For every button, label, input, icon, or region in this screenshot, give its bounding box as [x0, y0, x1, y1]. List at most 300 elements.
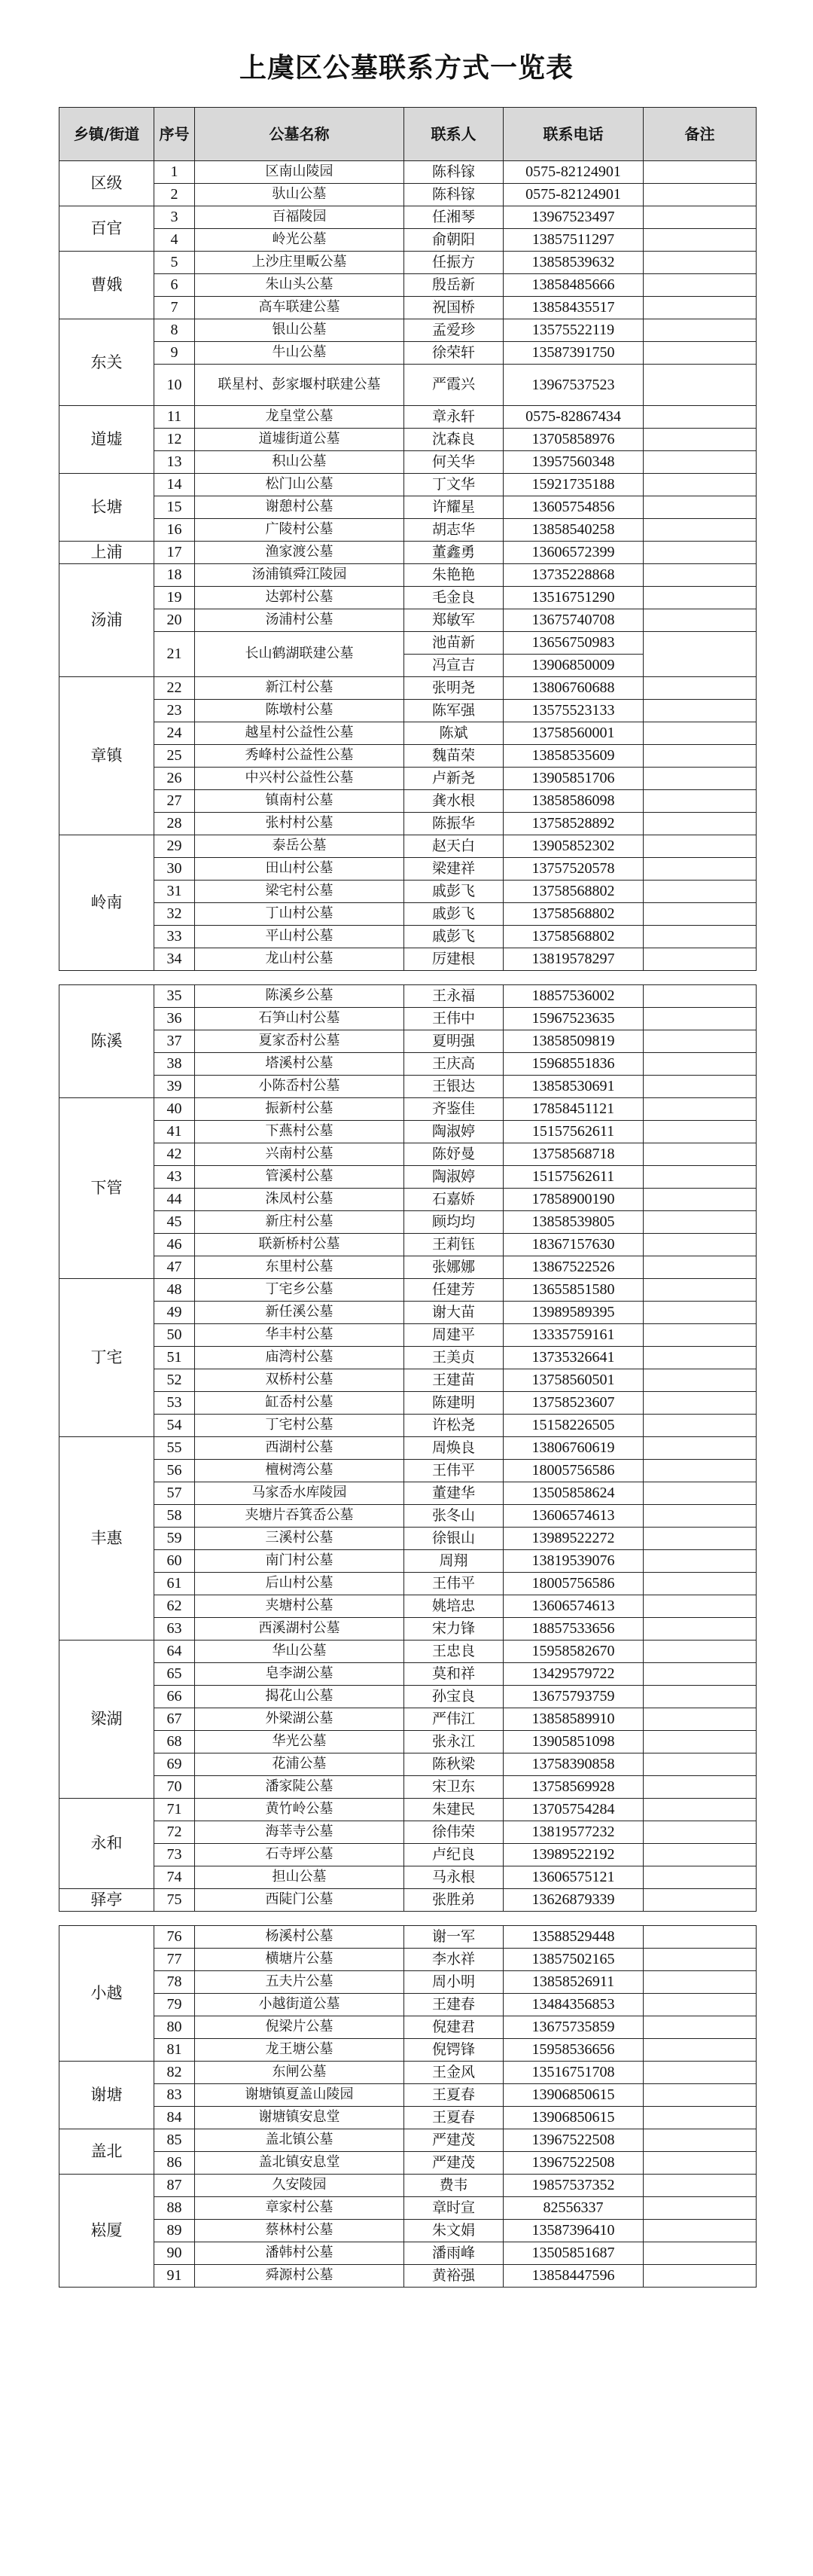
contact-cell: 冯宣吉 — [404, 655, 504, 677]
phone-cell: 13588529448 — [504, 1926, 644, 1949]
remark-cell — [644, 1189, 757, 1211]
contact-cell: 王金风 — [404, 2062, 504, 2084]
number-cell: 71 — [154, 1799, 195, 1821]
cemetery-name-cell: 庙湾村公墓 — [195, 1347, 404, 1369]
remark-cell — [644, 2197, 757, 2220]
cemetery-name-cell: 陈溪乡公墓 — [195, 985, 404, 1008]
cemetery-name-cell: 张村村公墓 — [195, 813, 404, 835]
number-cell: 87 — [154, 2175, 195, 2197]
contact-cell: 张明尧 — [404, 677, 504, 700]
phone-cell: 13906850615 — [504, 2084, 644, 2107]
contact-cell: 王伟中 — [404, 1008, 504, 1030]
remark-cell — [644, 1844, 757, 1866]
phone-cell: 13858530691 — [504, 1076, 644, 1098]
remark-cell — [644, 1889, 757, 1912]
table-row — [59, 587, 757, 609]
town-cell: 丰惠 — [59, 1437, 154, 1641]
contact-cell: 朱建民 — [404, 1799, 504, 1821]
cemetery-name-cell: 蔡林村公墓 — [195, 2220, 404, 2242]
phone-cell: 15968551836 — [504, 1053, 644, 1076]
phone-cell: 13606574613 — [504, 1505, 644, 1528]
cemetery-name-cell: 龙山村公墓 — [195, 948, 404, 971]
number-cell: 17 — [154, 542, 195, 564]
table-row — [59, 700, 757, 722]
phone-cell: 13675793759 — [504, 1686, 644, 1708]
remark-cell — [644, 1347, 757, 1369]
number-cell: 11 — [154, 406, 195, 429]
table-row — [59, 2220, 757, 2242]
phone-cell: 13575522119 — [504, 319, 644, 342]
table-row — [59, 1369, 757, 1392]
table-row — [59, 1776, 757, 1799]
table-row — [59, 1708, 757, 1731]
phone-cell: 13858589910 — [504, 1708, 644, 1731]
table-row — [59, 632, 757, 655]
table-row — [59, 1949, 757, 1971]
header-row — [59, 108, 757, 161]
contact-cell: 赵天白 — [404, 835, 504, 858]
number-cell: 63 — [154, 1618, 195, 1641]
number-cell: 16 — [154, 519, 195, 542]
phone-cell: 13858509819 — [504, 1030, 644, 1053]
contact-cell: 梁建祥 — [404, 858, 504, 881]
remark-cell — [644, 365, 757, 406]
number-cell: 24 — [154, 722, 195, 745]
table-row — [59, 1030, 757, 1053]
town-cell: 东关 — [59, 319, 154, 406]
remark-cell — [644, 1030, 757, 1053]
contact-cell: 卢新尧 — [404, 768, 504, 790]
table-row — [59, 1234, 757, 1256]
cemetery-name-cell: 三溪村公墓 — [195, 1528, 404, 1550]
phone-cell: 13335759161 — [504, 1324, 644, 1347]
remark-cell — [644, 1098, 757, 1121]
remark-cell — [644, 632, 757, 677]
remark-cell — [644, 1076, 757, 1098]
cemetery-name-cell: 管溪村公墓 — [195, 1166, 404, 1189]
number-cell: 19 — [154, 587, 195, 609]
phone-cell: 13967522508 — [504, 2152, 644, 2175]
phone-cell: 13606572399 — [504, 542, 644, 564]
contact-cell: 姚培忠 — [404, 1595, 504, 1618]
remark-cell — [644, 1505, 757, 1528]
phone-cell: 13806760688 — [504, 677, 644, 700]
cemetery-name-cell: 西溪湖村公墓 — [195, 1618, 404, 1641]
cemetery-name-cell: 联新桥村公墓 — [195, 1234, 404, 1256]
number-cell: 46 — [154, 1234, 195, 1256]
cemetery-name-cell: 盖北镇公墓 — [195, 2129, 404, 2152]
remark-cell — [644, 1618, 757, 1641]
remark-cell — [644, 1392, 757, 1415]
cemetery-name-cell: 华丰村公墓 — [195, 1324, 404, 1347]
number-cell: 37 — [154, 1030, 195, 1053]
contact-cell: 戚彭飞 — [404, 903, 504, 926]
number-cell: 14 — [154, 474, 195, 496]
remark-cell — [644, 858, 757, 881]
phone-cell: 13858539805 — [504, 1211, 644, 1234]
cemetery-name-cell: 平山村公墓 — [195, 926, 404, 948]
phone-cell: 13575523133 — [504, 700, 644, 722]
number-cell: 45 — [154, 1211, 195, 1234]
number-cell: 34 — [154, 948, 195, 971]
contact-cell: 毛金良 — [404, 587, 504, 609]
remark-cell — [644, 451, 757, 474]
cemetery-name-cell: 华山公墓 — [195, 1641, 404, 1663]
phone-cell: 17858900190 — [504, 1189, 644, 1211]
table-row — [59, 206, 757, 229]
number-cell: 28 — [154, 813, 195, 835]
remark-cell — [644, 1234, 757, 1256]
phone-cell: 13587396410 — [504, 2220, 644, 2242]
cemetery-name-cell: 泰岳公墓 — [195, 835, 404, 858]
contact-cell: 池苗新 — [404, 632, 504, 655]
contact-cell: 徐荣轩 — [404, 342, 504, 365]
cemetery-name-cell: 章家村公墓 — [195, 2197, 404, 2220]
contact-cell: 潘雨峰 — [404, 2242, 504, 2265]
remark-cell — [644, 2129, 757, 2152]
remark-cell — [644, 1415, 757, 1437]
remark-cell — [644, 161, 757, 184]
remark-cell — [644, 297, 757, 319]
phone-cell: 13967523497 — [504, 206, 644, 229]
remark-cell — [644, 1460, 757, 1482]
cemetery-name-cell: 夹塘片吞箕岙公墓 — [195, 1505, 404, 1528]
cemetery-name-cell: 下燕村公墓 — [195, 1121, 404, 1143]
contact-cell: 齐鉴佳 — [404, 1098, 504, 1121]
phone-cell: 13758569928 — [504, 1776, 644, 1799]
number-cell: 18 — [154, 564, 195, 587]
table-row — [59, 564, 757, 587]
remark-cell — [644, 745, 757, 768]
contact-cell: 周焕良 — [404, 1437, 504, 1460]
remark-cell — [644, 1731, 757, 1753]
number-cell: 62 — [154, 1595, 195, 1618]
number-cell: 50 — [154, 1324, 195, 1347]
contact-cell: 周建平 — [404, 1324, 504, 1347]
remark-cell — [644, 1166, 757, 1189]
number-cell: 31 — [154, 881, 195, 903]
cemetery-name-cell: 花浦公墓 — [195, 1753, 404, 1776]
contact-cell: 任振方 — [404, 252, 504, 274]
cemetery-name-cell: 盖北镇安息堂 — [195, 2152, 404, 2175]
contact-cell: 黄裕强 — [404, 2265, 504, 2288]
phone-cell: 82556337 — [504, 2197, 644, 2220]
contact-cell: 卢纪良 — [404, 1844, 504, 1866]
remark-cell — [644, 1211, 757, 1234]
cemetery-name-cell: 镇南村公墓 — [195, 790, 404, 813]
table-row — [59, 2039, 757, 2062]
table-row — [59, 1482, 757, 1505]
cemetery-name-cell: 秀峰村公益性公墓 — [195, 745, 404, 768]
phone-cell: 13655851580 — [504, 1279, 644, 1302]
table-row — [59, 1641, 757, 1663]
contact-cell: 夏明强 — [404, 1030, 504, 1053]
table-row — [59, 745, 757, 768]
contact-cell: 厉建根 — [404, 948, 504, 971]
phone-cell: 13429579722 — [504, 1663, 644, 1686]
contact-cell: 魏苗荣 — [404, 745, 504, 768]
remark-cell — [644, 206, 757, 229]
number-cell: 13 — [154, 451, 195, 474]
phone-cell: 19857537352 — [504, 2175, 644, 2197]
cemetery-name-cell: 积山公墓 — [195, 451, 404, 474]
table-row — [59, 1889, 757, 1912]
contact-cell: 许松尧 — [404, 1415, 504, 1437]
number-cell: 66 — [154, 1686, 195, 1708]
phone-cell: 13505851687 — [504, 2242, 644, 2265]
remark-cell — [644, 1663, 757, 1686]
number-cell: 59 — [154, 1528, 195, 1550]
remark-cell — [644, 1302, 757, 1324]
remark-cell — [644, 564, 757, 587]
remark-cell — [644, 1143, 757, 1166]
cemetery-name-cell: 黄竹岭公墓 — [195, 1799, 404, 1821]
phone-cell: 13967522508 — [504, 2129, 644, 2152]
phone-cell: 13905851098 — [504, 1731, 644, 1753]
contact-cell: 周翔 — [404, 1550, 504, 1573]
phone-cell: 13758390858 — [504, 1753, 644, 1776]
table-row — [59, 1415, 757, 1437]
phone-cell: 13858540258 — [504, 519, 644, 542]
phone-cell: 15157562611 — [504, 1166, 644, 1189]
cemetery-name-cell: 檀树湾公墓 — [195, 1460, 404, 1482]
phone-cell: 13857502165 — [504, 1949, 644, 1971]
contact-cell: 王建苗 — [404, 1369, 504, 1392]
contact-cell: 陈妤曼 — [404, 1143, 504, 1166]
cemetery-name-cell: 五夫片公墓 — [195, 1971, 404, 1994]
number-cell: 36 — [154, 1008, 195, 1030]
cemetery-name-cell: 龙王塘公墓 — [195, 2039, 404, 2062]
table-row — [59, 252, 757, 274]
cemetery-name-cell: 谢憩村公墓 — [195, 496, 404, 519]
table-row — [59, 2265, 757, 2288]
number-cell: 76 — [154, 1926, 195, 1949]
number-cell: 23 — [154, 700, 195, 722]
cemetery-name-cell: 潘韩村公墓 — [195, 2242, 404, 2265]
town-cell: 上浦 — [59, 542, 154, 564]
number-cell: 10 — [154, 365, 195, 406]
phone-cell: 13967537523 — [504, 365, 644, 406]
remark-cell — [644, 1369, 757, 1392]
remark-cell — [644, 790, 757, 813]
number-cell: 5 — [154, 252, 195, 274]
number-cell: 74 — [154, 1866, 195, 1889]
table-row — [59, 1302, 757, 1324]
contact-cell: 倪建君 — [404, 2016, 504, 2039]
remark-cell — [644, 1482, 757, 1505]
number-cell: 29 — [154, 835, 195, 858]
table-row — [59, 184, 757, 206]
contact-cell: 王莉钰 — [404, 1234, 504, 1256]
phone-cell: 13989589395 — [504, 1302, 644, 1324]
number-cell: 2 — [154, 184, 195, 206]
contact-cell: 陈科镓 — [404, 184, 504, 206]
cemetery-name-cell: 缸岙村公墓 — [195, 1392, 404, 1415]
cemetery-name-cell: 丁宅村公墓 — [195, 1415, 404, 1437]
contact-cell: 宋力锋 — [404, 1618, 504, 1641]
phone-cell: 13758568802 — [504, 903, 644, 926]
cemetery-name-cell: 中兴村公益性公墓 — [195, 768, 404, 790]
remark-cell — [644, 184, 757, 206]
table-row — [59, 2152, 757, 2175]
contact-cell: 严霞兴 — [404, 365, 504, 406]
cemetery-name-cell: 塔溪村公墓 — [195, 1053, 404, 1076]
phone-cell: 13858586098 — [504, 790, 644, 813]
cemetery-name-cell: 新江村公墓 — [195, 677, 404, 700]
contact-cell: 许耀星 — [404, 496, 504, 519]
number-cell: 54 — [154, 1415, 195, 1437]
contact-cell: 祝国桥 — [404, 297, 504, 319]
cemetery-name-cell: 舜源村公墓 — [195, 2265, 404, 2288]
remark-cell — [644, 1776, 757, 1799]
contact-cell: 严伟江 — [404, 1708, 504, 1731]
cemetery-name-cell: 兴南村公墓 — [195, 1143, 404, 1166]
number-cell: 9 — [154, 342, 195, 365]
phone-cell: 17858451121 — [504, 1098, 644, 1121]
phone-cell: 13819577232 — [504, 1821, 644, 1844]
table-row — [59, 1573, 757, 1595]
section-gap — [59, 1912, 757, 1926]
table-row — [59, 2107, 757, 2129]
remark-cell — [644, 1008, 757, 1030]
number-cell: 33 — [154, 926, 195, 948]
remark-cell — [644, 1053, 757, 1076]
contact-cell: 俞朝阳 — [404, 229, 504, 252]
page-title: 上虞区公墓联系方式一览表 — [239, 53, 574, 84]
phone-cell: 13758560001 — [504, 722, 644, 745]
number-cell: 73 — [154, 1844, 195, 1866]
town-cell: 长塘 — [59, 474, 154, 542]
cemetery-name-cell: 夏家岙村公墓 — [195, 1030, 404, 1053]
table-row — [59, 1618, 757, 1641]
remark-cell — [644, 903, 757, 926]
contact-cell: 陶淑婷 — [404, 1121, 504, 1143]
table-row — [59, 2175, 757, 2197]
table-row — [59, 2062, 757, 2084]
phone-cell: 13484356853 — [504, 1994, 644, 2016]
number-cell: 47 — [154, 1256, 195, 1279]
remark-cell — [644, 2016, 757, 2039]
phone-cell: 15958536656 — [504, 2039, 644, 2062]
cemetery-name-cell: 后山村公墓 — [195, 1573, 404, 1595]
header-phone: 联系电话 — [504, 108, 644, 161]
cemetery-name-cell: 牛山公墓 — [195, 342, 404, 365]
table-row — [59, 1731, 757, 1753]
cemetery-name-cell: 松门山公墓 — [195, 474, 404, 496]
cemetery-name-cell: 谢塘镇夏盖山陵园 — [195, 2084, 404, 2107]
table-row — [59, 1121, 757, 1143]
remark-cell — [644, 252, 757, 274]
contact-cell: 任湘琴 — [404, 206, 504, 229]
phone-cell: 13758560501 — [504, 1369, 644, 1392]
remark-cell — [644, 2084, 757, 2107]
number-cell: 22 — [154, 677, 195, 700]
phone-cell: 13867522526 — [504, 1256, 644, 1279]
contact-cell: 孙宝良 — [404, 1686, 504, 1708]
table-row — [59, 677, 757, 700]
remark-cell — [644, 2175, 757, 2197]
town-cell: 百官 — [59, 206, 154, 252]
table-row — [59, 1324, 757, 1347]
number-cell: 25 — [154, 745, 195, 768]
phone-cell: 13957560348 — [504, 451, 644, 474]
table-row — [59, 451, 757, 474]
contact-cell: 任建芳 — [404, 1279, 504, 1302]
table-row — [59, 903, 757, 926]
remark-cell — [644, 474, 757, 496]
town-cell: 汤浦 — [59, 564, 154, 677]
number-cell: 3 — [154, 206, 195, 229]
cemetery-name-cell: 高车联建公墓 — [195, 297, 404, 319]
table-row — [59, 1505, 757, 1528]
table-row — [59, 1098, 757, 1121]
phone-cell: 13858526911 — [504, 1971, 644, 1994]
remark-cell — [644, 1949, 757, 1971]
contact-cell: 王夏春 — [404, 2107, 504, 2129]
table-row — [59, 542, 757, 564]
phone-cell: 18005756586 — [504, 1573, 644, 1595]
number-cell: 39 — [154, 1076, 195, 1098]
phone-cell: 13735228868 — [504, 564, 644, 587]
section-gap — [59, 971, 757, 985]
contact-cell: 王美贞 — [404, 1347, 504, 1369]
cemetery-name-cell: 南门村公墓 — [195, 1550, 404, 1573]
contact-cell: 郑敏军 — [404, 609, 504, 632]
contact-cell: 李水祥 — [404, 1949, 504, 1971]
phone-cell: 13705858976 — [504, 429, 644, 451]
phone-cell: 15158226505 — [504, 1415, 644, 1437]
contact-cell: 丁文华 — [404, 474, 504, 496]
number-cell: 44 — [154, 1189, 195, 1211]
cemetery-name-cell: 担山公墓 — [195, 1866, 404, 1889]
remark-cell — [644, 342, 757, 365]
number-cell: 49 — [154, 1302, 195, 1324]
cemetery-name-cell: 潘家陡公墓 — [195, 1776, 404, 1799]
phone-cell: 13906850009 — [504, 655, 644, 677]
number-cell: 27 — [154, 790, 195, 813]
remark-cell — [644, 429, 757, 451]
cemetery-name-cell: 倪梁片公墓 — [195, 2016, 404, 2039]
cemetery-name-cell: 汤浦镇舜江陵园 — [195, 564, 404, 587]
number-cell: 30 — [154, 858, 195, 881]
table-row — [59, 1595, 757, 1618]
town-cell: 小越 — [59, 1926, 154, 2062]
number-cell: 42 — [154, 1143, 195, 1166]
table-row — [59, 297, 757, 319]
number-cell: 8 — [154, 319, 195, 342]
remark-cell — [644, 1686, 757, 1708]
cemetery-name-cell: 振新村公墓 — [195, 1098, 404, 1121]
phone-cell: 13905852302 — [504, 835, 644, 858]
phone-cell: 13656750983 — [504, 632, 644, 655]
remark-cell — [644, 2265, 757, 2288]
contact-cell: 谢大苗 — [404, 1302, 504, 1324]
number-cell: 77 — [154, 1949, 195, 1971]
cemetery-name-cell: 岭光公墓 — [195, 229, 404, 252]
phone-cell: 13705754284 — [504, 1799, 644, 1821]
contact-cell: 马永根 — [404, 1866, 504, 1889]
remark-cell — [644, 587, 757, 609]
remark-cell — [644, 985, 757, 1008]
town-cell: 下管 — [59, 1098, 154, 1279]
header-cemetery-name: 公墓名称 — [195, 108, 404, 161]
cemetery-contact-table — [59, 107, 757, 2288]
phone-cell: 13605754856 — [504, 496, 644, 519]
table-row — [59, 2242, 757, 2265]
contact-cell: 董建华 — [404, 1482, 504, 1505]
number-cell: 90 — [154, 2242, 195, 2265]
remark-cell — [644, 1641, 757, 1663]
